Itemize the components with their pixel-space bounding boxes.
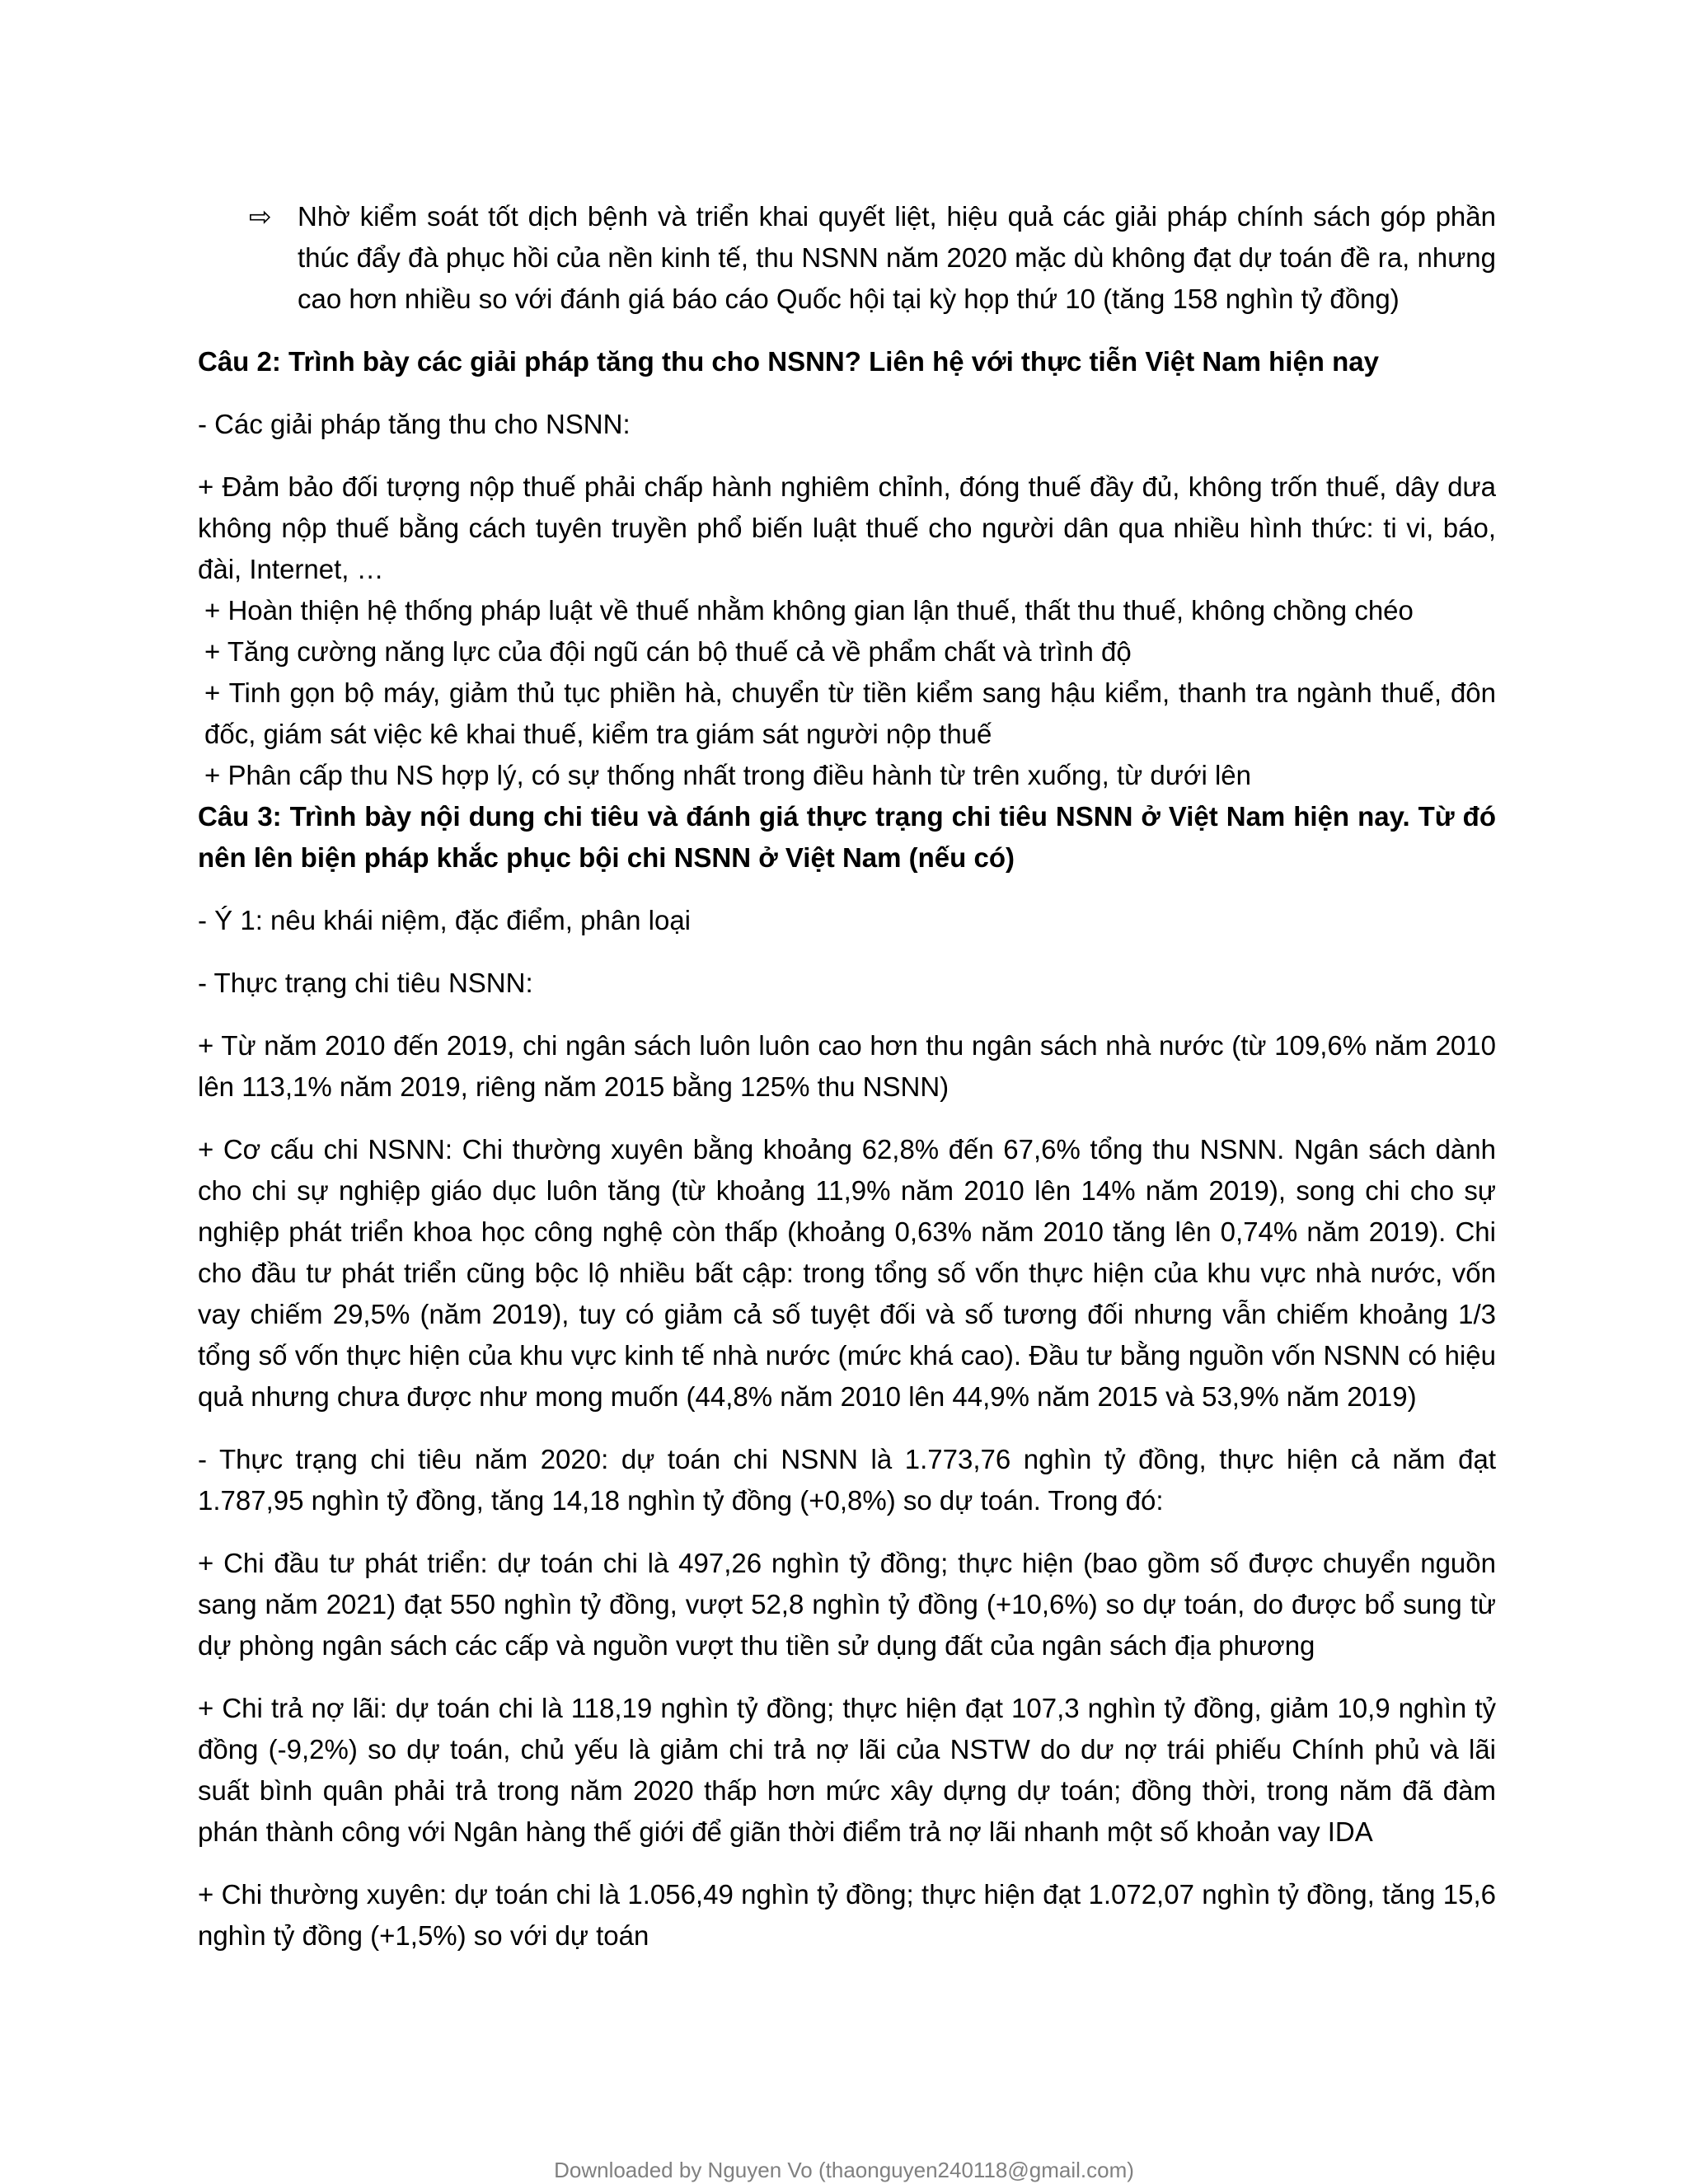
q3-paragraph-6: + Chi thường xuyên: dự toán chi là 1.056,49 nghìn tỷ đồng; thực hiện đạt 1.072,07 nghìn tỷ đồng, tăng 15,6 nghìn tỷ đồng (+1,5%) so với dự toán bbox=[198, 1879, 1496, 1951]
question-2-heading: Câu 2: Trình bày các giải pháp tăng thu cho NSNN? Liên hệ với thực tiễn Việt Nam hiện nay bbox=[198, 346, 1379, 377]
intro-bullet bbox=[198, 196, 1496, 320]
q3-status-lead: - Thực trạng chi tiêu NSNN: bbox=[198, 968, 533, 998]
q2-item-3: + Tăng cường năng lực của đội ngũ cán bộ thuế cả về phẩm chất và trình độ bbox=[204, 636, 1132, 667]
q3-paragraph-2: + Cơ cấu chi NSNN: Chi thường xuyên bằng khoảng 62,8% đến 67,6% tổng thu NSNN. Ngân sách dành cho chi sự nghiệp giáo dục luôn tăng (từ khoảng 11,9% năm 2010 lên 14% năm 2019), song chi cho sự nghiệp phát triển khoa học công nghệ còn thấp (khoảng 0,63% năm 2010 tăng lên 0,74% năm 2019). Chi cho đầu tư phát triển cũng bộc lộ nhiều bất cập: trong tổng số vốn thực hiện của khu vực nhà nước, vốn vay chiếm 29,5% (năm 2019), tuy có giảm cả số tuyệt đối và số tương đối nhưng vẫn chiếm khoảng 1/3 tổng số vốn thực hiện của khu vực kinh tế nhà nước (mức khá cao). Đầu tư bằng nguồn vốn NSNN có hiệu quả nhưng chưa được như mong muốn (44,8% năm 2010 lên 44,9% năm 2015 và 53,9% năm 2019) bbox=[198, 1134, 1496, 1412]
q3-paragraph-3: - Thực trạng chi tiêu năm 2020: dự toán chi NSNN là 1.773,76 nghìn tỷ đồng, thực hiện cả năm đạt 1.787,95 nghìn tỷ đồng, tăng 14,18 nghìn tỷ đồng (+0,8%) so dự toán. Trong đó: bbox=[198, 1444, 1496, 1516]
intro-text: Nhờ kiểm soát tốt dịch bệnh và triển khai quyết liệt, hiệu quả các giải pháp chính sách góp phần thúc đẩy đà phục hồi của nền kinh tế, thu NSNN năm 2020 mặc dù không đạt dự toán đề ra, nhưng cao hơn nhiều so với đánh giá báo cáo Quốc hội tại kỳ họp thứ 10 (tăng 158 nghìn tỷ đồng) bbox=[298, 201, 1496, 314]
q2-item-5: + Phân cấp thu NS hợp lý, có sự thống nhất trong điều hành từ trên xuống, từ dưới lên bbox=[204, 760, 1252, 790]
q3-y1: - Ý 1: nêu khái niệm, đặc điểm, phân loại bbox=[198, 905, 692, 935]
q3-paragraph-1: + Từ năm 2010 đến 2019, chi ngân sách luôn luôn cao hơn thu ngân sách nhà nước (từ 109,6% năm 2010 lên 113,1% năm 2019, riêng năm 2015 bằng 125% thu NSNN) bbox=[198, 1030, 1496, 1102]
q2-lead: - Các giải pháp tăng thu cho NSNN: bbox=[198, 409, 631, 439]
q2-item-1: + Đảm bảo đối tượng nộp thuế phải chấp hành nghiêm chỉnh, đóng thuế đầy đủ, không trốn thuế, dây dưa không nộp thuế bằng cách tuyên truyền phổ biến luật thuế cho người dân qua nhiều hình thức: ti vi, báo, đài, Internet, … bbox=[198, 471, 1496, 584]
document-page bbox=[198, 196, 1496, 1978]
q3-paragraph-5: + Chi trả nợ lãi: dự toán chi là 118,19 nghìn tỷ đồng; thực hiện đạt 107,3 nghìn tỷ đồng, giảm 10,9 nghìn tỷ đồng (-9,2%) so dự toán, chủ yếu là giảm chi trả nợ lãi của NSTW do dư nợ trái phiếu Chính phủ và lãi suất bình quân phải trả trong năm 2020 thấp hơn mức xây dựng dự toán; đồng thời, trong năm đã đàm phán thành công với Ngân hàng thế giới để giãn thời điểm trả nợ lãi nhanh một số khoản vay IDA bbox=[198, 1693, 1496, 1847]
q2-item-2: + Hoàn thiện hệ thống pháp luật về thuế nhằm không gian lận thuế, thất thu thuế, không chồng chéo bbox=[204, 595, 1414, 626]
q3-paragraph-4: + Chi đầu tư phát triển: dự toán chi là 497,26 nghìn tỷ đồng; thực hiện (bao gồm số được chuyển nguồn sang năm 2021) đạt 550 nghìn tỷ đồng, vượt 52,8 nghìn tỷ đồng (+10,6%) so dự toán, do được bổ sung từ dự phòng ngân sách các cấp và nguồn vượt thu tiền sử dụng đất của ngân sách địa phương bbox=[198, 1548, 1496, 1661]
question-3-heading: Câu 3: Trình bày nội dung chi tiêu và đánh giá thực trạng chi tiêu NSNN ở Việt Nam hiện nay. Từ đó nên lên biện pháp khắc phục bội chi NSNN ở Việt Nam (nếu có) bbox=[198, 801, 1496, 873]
arrow-right-icon: ⇨ bbox=[249, 201, 272, 232]
download-footer: Downloaded by Nguyen Vo (thaonguyen240118@gmail.com) bbox=[554, 2158, 1134, 2182]
q2-item-4: + Tinh gọn bộ máy, giảm thủ tục phiền hà, chuyển từ tiền kiểm sang hậu kiểm, thanh tra ngành thuế, đôn đốc, giám sát việc kê khai thuế, kiểm tra giám sát người nộp thuế bbox=[204, 677, 1496, 749]
